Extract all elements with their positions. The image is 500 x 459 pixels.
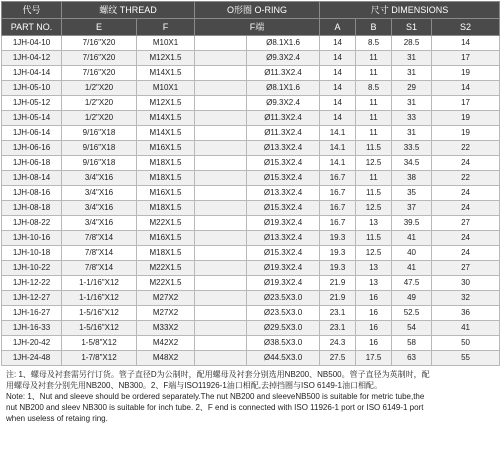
o-ring-blank-cell — [195, 261, 247, 276]
part-no-cell: 1JH-08-14 — [2, 171, 62, 186]
table-row — [2, 306, 500, 321]
o-ring-f-end-cell: Ø11.3X2.4 — [247, 111, 320, 126]
thread-e-cell: 7/8"X14 — [62, 246, 137, 261]
dim-s1-cell: 33 — [392, 111, 432, 126]
table-row — [2, 51, 500, 66]
dim-b-cell: 11 — [356, 171, 392, 186]
dim-a-cell: 14 — [320, 111, 356, 126]
table-row — [2, 351, 500, 366]
table-row — [2, 126, 500, 141]
note-line: nut NB200 and sleev NB300 is suitable for inch tube. 2、F end is connected with ISO 11926-1 port or ISO 6149-1 port — [6, 403, 424, 412]
header-part-no: PART NO. — [2, 19, 62, 36]
thread-e-cell: 1-1/16"X12 — [62, 291, 137, 306]
part-no-cell: 1JH-10-16 — [2, 231, 62, 246]
dim-a-cell: 16.7 — [320, 171, 356, 186]
dim-s1-cell: 52.5 — [392, 306, 432, 321]
thread-e-cell: 9/16"X18 — [62, 141, 137, 156]
table-row — [2, 246, 500, 261]
dim-b-cell: 11 — [356, 66, 392, 81]
o-ring-f-end-cell: Ø15.3X2.4 — [247, 171, 320, 186]
thread-e-cell: 7/8"X14 — [62, 231, 137, 246]
dim-s1-cell: 31 — [392, 96, 432, 111]
dim-a-cell: 23.1 — [320, 321, 356, 336]
o-ring-f-end-cell: Ø38.5X3.0 — [247, 336, 320, 351]
header-s1: S1 — [392, 19, 432, 36]
dim-s1-cell: 41 — [392, 231, 432, 246]
dim-s1-cell: 38 — [392, 171, 432, 186]
dim-s2-cell: 14 — [432, 36, 500, 51]
header-f-end: F端 — [195, 19, 320, 36]
thread-f-cell: M27X2 — [137, 306, 195, 321]
o-ring-blank-cell — [195, 351, 247, 366]
table-row — [2, 201, 500, 216]
o-ring-f-end-cell: Ø23.5X3.0 — [247, 291, 320, 306]
dim-s1-cell: 41 — [392, 261, 432, 276]
part-no-cell: 1JH-06-14 — [2, 126, 62, 141]
o-ring-blank-cell — [195, 216, 247, 231]
thread-e-cell: 9/16"X18 — [62, 126, 137, 141]
dim-b-cell: 16 — [356, 321, 392, 336]
part-no-cell: 1JH-20-42 — [2, 336, 62, 351]
table-row — [2, 156, 500, 171]
dim-s1-cell: 37 — [392, 201, 432, 216]
dim-b-cell: 12.5 — [356, 246, 392, 261]
o-ring-blank-cell — [195, 156, 247, 171]
thread-f-cell: M22X1.5 — [137, 261, 195, 276]
thread-e-cell: 1/2"X20 — [62, 111, 137, 126]
dim-a-cell: 16.7 — [320, 186, 356, 201]
o-ring-f-end-cell: Ø13.3X2.4 — [247, 141, 320, 156]
part-no-cell: 1JH-05-12 — [2, 96, 62, 111]
o-ring-blank-cell — [195, 96, 247, 111]
table-row — [2, 81, 500, 96]
dim-s2-cell: 24 — [432, 156, 500, 171]
dim-s1-cell: 40 — [392, 246, 432, 261]
dim-s1-cell: 33.5 — [392, 141, 432, 156]
o-ring-f-end-cell: Ø13.3X2.4 — [247, 231, 320, 246]
note-line: 注: 1、螺母及衬套需另行订货。管子直径D为公制时，配用螺母及衬套分别选用NB200、NB500。管子直径为英制时，配 — [6, 370, 430, 379]
o-ring-blank-cell — [195, 321, 247, 336]
table-row — [2, 186, 500, 201]
dim-b-cell: 12.5 — [356, 201, 392, 216]
dim-s2-cell: 14 — [432, 81, 500, 96]
thread-f-cell: M14X1.5 — [137, 111, 195, 126]
header-a: A — [320, 19, 356, 36]
spec-sheet — [0, 1, 500, 459]
dim-a-cell: 23.1 — [320, 306, 356, 321]
dim-s1-cell: 54 — [392, 321, 432, 336]
thread-e-cell: 9/16"X18 — [62, 156, 137, 171]
header-e: E — [62, 19, 137, 36]
o-ring-f-end-cell: Ø15.3X2.4 — [247, 246, 320, 261]
dim-b-cell: 17.5 — [356, 351, 392, 366]
table-row — [2, 36, 500, 51]
table-row — [2, 96, 500, 111]
part-no-cell: 1JH-04-10 — [2, 36, 62, 51]
part-no-cell: 1JH-12-27 — [2, 291, 62, 306]
dim-s1-cell: 31 — [392, 126, 432, 141]
dim-a-cell: 14.1 — [320, 141, 356, 156]
part-no-cell: 1JH-06-16 — [2, 141, 62, 156]
part-no-cell: 1JH-12-22 — [2, 276, 62, 291]
header-part-no-cn: 代号 — [2, 2, 62, 19]
thread-e-cell: 1-5/8"X12 — [62, 336, 137, 351]
dim-b-cell: 11 — [356, 111, 392, 126]
dim-s1-cell: 31 — [392, 51, 432, 66]
dim-b-cell: 13 — [356, 276, 392, 291]
dim-a-cell: 14 — [320, 36, 356, 51]
part-no-cell: 1JH-16-27 — [2, 306, 62, 321]
o-ring-blank-cell — [195, 81, 247, 96]
table-row — [2, 216, 500, 231]
o-ring-blank-cell — [195, 51, 247, 66]
o-ring-blank-cell — [195, 66, 247, 81]
table-row — [2, 66, 500, 81]
thread-f-cell: M22X1.5 — [137, 216, 195, 231]
o-ring-f-end-cell: Ø11.3X2.4 — [247, 126, 320, 141]
table-row — [2, 276, 500, 291]
dim-s2-cell: 17 — [432, 51, 500, 66]
o-ring-f-end-cell: Ø29.5X3.0 — [247, 321, 320, 336]
thread-f-cell: M33X2 — [137, 321, 195, 336]
header-dimensions: 尺寸 DIMENSIONS — [320, 2, 500, 19]
thread-e-cell: 3/4"X16 — [62, 216, 137, 231]
dim-s2-cell: 24 — [432, 186, 500, 201]
dim-a-cell: 19.3 — [320, 231, 356, 246]
thread-f-cell: M18X1.5 — [137, 201, 195, 216]
dim-s2-cell: 50 — [432, 336, 500, 351]
thread-e-cell: 7/16"X20 — [62, 36, 137, 51]
table-row — [2, 291, 500, 306]
o-ring-blank-cell — [195, 291, 247, 306]
thread-e-cell: 7/16"X20 — [62, 51, 137, 66]
note-line: when useless of retaing ring. — [6, 414, 108, 423]
part-no-cell: 1JH-06-18 — [2, 156, 62, 171]
dim-s2-cell: 17 — [432, 96, 500, 111]
thread-f-cell: M14X1.5 — [137, 126, 195, 141]
thread-f-cell: M10X1 — [137, 36, 195, 51]
dim-s2-cell: 22 — [432, 171, 500, 186]
table-row — [2, 321, 500, 336]
dim-b-cell: 11.5 — [356, 141, 392, 156]
thread-e-cell: 3/4"X16 — [62, 201, 137, 216]
thread-f-cell: M42X2 — [137, 336, 195, 351]
dim-s1-cell: 31 — [392, 66, 432, 81]
thread-f-cell: M27X2 — [137, 291, 195, 306]
thread-f-cell: M18X1.5 — [137, 246, 195, 261]
dim-s2-cell: 41 — [432, 321, 500, 336]
dim-a-cell: 14 — [320, 51, 356, 66]
dim-s1-cell: 58 — [392, 336, 432, 351]
note-line: 用螺母及衬套分别先用NB200、NB300。2、F端与ISO11926-1油口相配,去掉挡圈与ISO 6149-1油口相配。 — [6, 381, 382, 390]
header-thread: 螺纹 THREAD — [62, 2, 195, 19]
o-ring-blank-cell — [195, 231, 247, 246]
thread-e-cell: 1-7/8"X12 — [62, 351, 137, 366]
thread-e-cell: 1/2"X20 — [62, 96, 137, 111]
thread-e-cell: 1-1/16"X12 — [62, 276, 137, 291]
part-no-cell: 1JH-24-48 — [2, 351, 62, 366]
o-ring-f-end-cell: Ø15.3X2.4 — [247, 156, 320, 171]
part-no-cell: 1JH-16-33 — [2, 321, 62, 336]
o-ring-f-end-cell: Ø9.3X2.4 — [247, 51, 320, 66]
header-row-1 — [2, 2, 500, 19]
thread-f-cell: M18X1.5 — [137, 171, 195, 186]
dim-b-cell: 8.5 — [356, 81, 392, 96]
dim-s2-cell: 19 — [432, 111, 500, 126]
note-line: Note: 1、Nut and sleeve should be ordered separately.The nut NB200 and sleeveNB500 is suitable for metric tube,the — [6, 392, 425, 401]
part-no-cell: 1JH-05-10 — [2, 81, 62, 96]
thread-e-cell: 7/8"X14 — [62, 261, 137, 276]
o-ring-blank-cell — [195, 201, 247, 216]
dimension-table — [1, 1, 500, 366]
table-row — [2, 261, 500, 276]
o-ring-blank-cell — [195, 306, 247, 321]
thread-f-cell: M22X1.5 — [137, 276, 195, 291]
thread-f-cell: M12X1.5 — [137, 96, 195, 111]
dim-b-cell: 11.5 — [356, 231, 392, 246]
header-f: F — [137, 19, 195, 36]
dim-a-cell: 14 — [320, 66, 356, 81]
o-ring-f-end-cell: Ø9.3X2.4 — [247, 96, 320, 111]
header-s2: S2 — [432, 19, 500, 36]
o-ring-f-end-cell: Ø11.3X2.4 — [247, 66, 320, 81]
part-no-cell: 1JH-10-18 — [2, 246, 62, 261]
o-ring-f-end-cell: Ø23.5X3.0 — [247, 306, 320, 321]
o-ring-f-end-cell: Ø44.5X3.0 — [247, 351, 320, 366]
dim-s2-cell: 27 — [432, 261, 500, 276]
thread-f-cell: M10X1 — [137, 81, 195, 96]
dim-a-cell: 19.3 — [320, 261, 356, 276]
table-row — [2, 171, 500, 186]
dim-b-cell: 11.5 — [356, 186, 392, 201]
dim-b-cell: 8.5 — [356, 36, 392, 51]
o-ring-f-end-cell: Ø8.1X1.6 — [247, 81, 320, 96]
notes — [6, 369, 496, 424]
dim-b-cell: 12.5 — [356, 156, 392, 171]
dim-s1-cell: 39.5 — [392, 216, 432, 231]
thread-e-cell: 7/16"X20 — [62, 66, 137, 81]
o-ring-blank-cell — [195, 186, 247, 201]
dim-s2-cell: 19 — [432, 126, 500, 141]
dim-s1-cell: 47.5 — [392, 276, 432, 291]
dim-b-cell: 11 — [356, 51, 392, 66]
part-no-cell: 1JH-10-22 — [2, 261, 62, 276]
thread-f-cell: M16X1.5 — [137, 141, 195, 156]
dim-s2-cell: 19 — [432, 66, 500, 81]
header-b: B — [356, 19, 392, 36]
dim-s2-cell: 32 — [432, 291, 500, 306]
dim-s2-cell: 30 — [432, 276, 500, 291]
dim-s2-cell: 22 — [432, 141, 500, 156]
thread-f-cell: M16X1.5 — [137, 231, 195, 246]
o-ring-f-end-cell: Ø19.3X2.4 — [247, 216, 320, 231]
dim-s1-cell: 49 — [392, 291, 432, 306]
part-no-cell: 1JH-05-14 — [2, 111, 62, 126]
dim-a-cell: 16.7 — [320, 201, 356, 216]
dim-a-cell: 27.5 — [320, 351, 356, 366]
dim-s1-cell: 34.5 — [392, 156, 432, 171]
part-no-cell: 1JH-04-14 — [2, 66, 62, 81]
o-ring-f-end-cell: Ø19.3X2.4 — [247, 276, 320, 291]
dim-s1-cell: 35 — [392, 186, 432, 201]
dim-a-cell: 16.7 — [320, 216, 356, 231]
part-no-cell: 1JH-08-16 — [2, 186, 62, 201]
o-ring-f-end-cell: Ø8.1X1.6 — [247, 36, 320, 51]
dim-s1-cell: 63 — [392, 351, 432, 366]
dim-s2-cell: 24 — [432, 201, 500, 216]
table-row — [2, 336, 500, 351]
dim-a-cell: 21.9 — [320, 291, 356, 306]
thread-f-cell: M14X1.5 — [137, 66, 195, 81]
o-ring-blank-cell — [195, 141, 247, 156]
dim-a-cell: 14 — [320, 96, 356, 111]
dim-s2-cell: 24 — [432, 231, 500, 246]
thread-e-cell: 1-5/16"X12 — [62, 321, 137, 336]
dim-s2-cell: 27 — [432, 216, 500, 231]
header-row-2 — [2, 19, 500, 36]
o-ring-blank-cell — [195, 126, 247, 141]
dim-a-cell: 14.1 — [320, 156, 356, 171]
o-ring-f-end-cell: Ø13.3X2.4 — [247, 186, 320, 201]
header-o-ring: O形圈 O-RING — [195, 2, 320, 19]
thread-e-cell: 1-5/16"X12 — [62, 306, 137, 321]
dim-a-cell: 21.9 — [320, 276, 356, 291]
dim-b-cell: 11 — [356, 126, 392, 141]
table-row — [2, 231, 500, 246]
dim-b-cell: 13 — [356, 261, 392, 276]
thread-f-cell: M18X1.5 — [137, 156, 195, 171]
o-ring-blank-cell — [195, 171, 247, 186]
part-no-cell: 1JH-08-22 — [2, 216, 62, 231]
table-body — [2, 36, 500, 366]
o-ring-blank-cell — [195, 246, 247, 261]
thread-f-cell: M48X2 — [137, 351, 195, 366]
table-row — [2, 141, 500, 156]
thread-e-cell: 1/2"X20 — [62, 81, 137, 96]
o-ring-blank-cell — [195, 336, 247, 351]
dim-b-cell: 11 — [356, 96, 392, 111]
thread-f-cell: M16X1.5 — [137, 186, 195, 201]
dim-a-cell: 19.3 — [320, 246, 356, 261]
dim-b-cell: 16 — [356, 291, 392, 306]
o-ring-blank-cell — [195, 36, 247, 51]
dim-s2-cell: 36 — [432, 306, 500, 321]
dim-s2-cell: 24 — [432, 246, 500, 261]
o-ring-blank-cell — [195, 111, 247, 126]
dim-s1-cell: 29 — [392, 81, 432, 96]
dim-a-cell: 14.1 — [320, 126, 356, 141]
dim-s2-cell: 55 — [432, 351, 500, 366]
table-row — [2, 111, 500, 126]
thread-f-cell: M12X1.5 — [137, 51, 195, 66]
dim-b-cell: 13 — [356, 216, 392, 231]
o-ring-f-end-cell: Ø15.3X2.4 — [247, 201, 320, 216]
dim-a-cell: 14 — [320, 81, 356, 96]
dim-b-cell: 16 — [356, 336, 392, 351]
dim-s1-cell: 28.5 — [392, 36, 432, 51]
part-no-cell: 1JH-04-12 — [2, 51, 62, 66]
part-no-cell: 1JH-08-18 — [2, 201, 62, 216]
dim-b-cell: 16 — [356, 306, 392, 321]
o-ring-f-end-cell: Ø19.3X2.4 — [247, 261, 320, 276]
o-ring-blank-cell — [195, 276, 247, 291]
thread-e-cell: 3/4"X16 — [62, 171, 137, 186]
dim-a-cell: 24.3 — [320, 336, 356, 351]
thread-e-cell: 3/4"X16 — [62, 186, 137, 201]
